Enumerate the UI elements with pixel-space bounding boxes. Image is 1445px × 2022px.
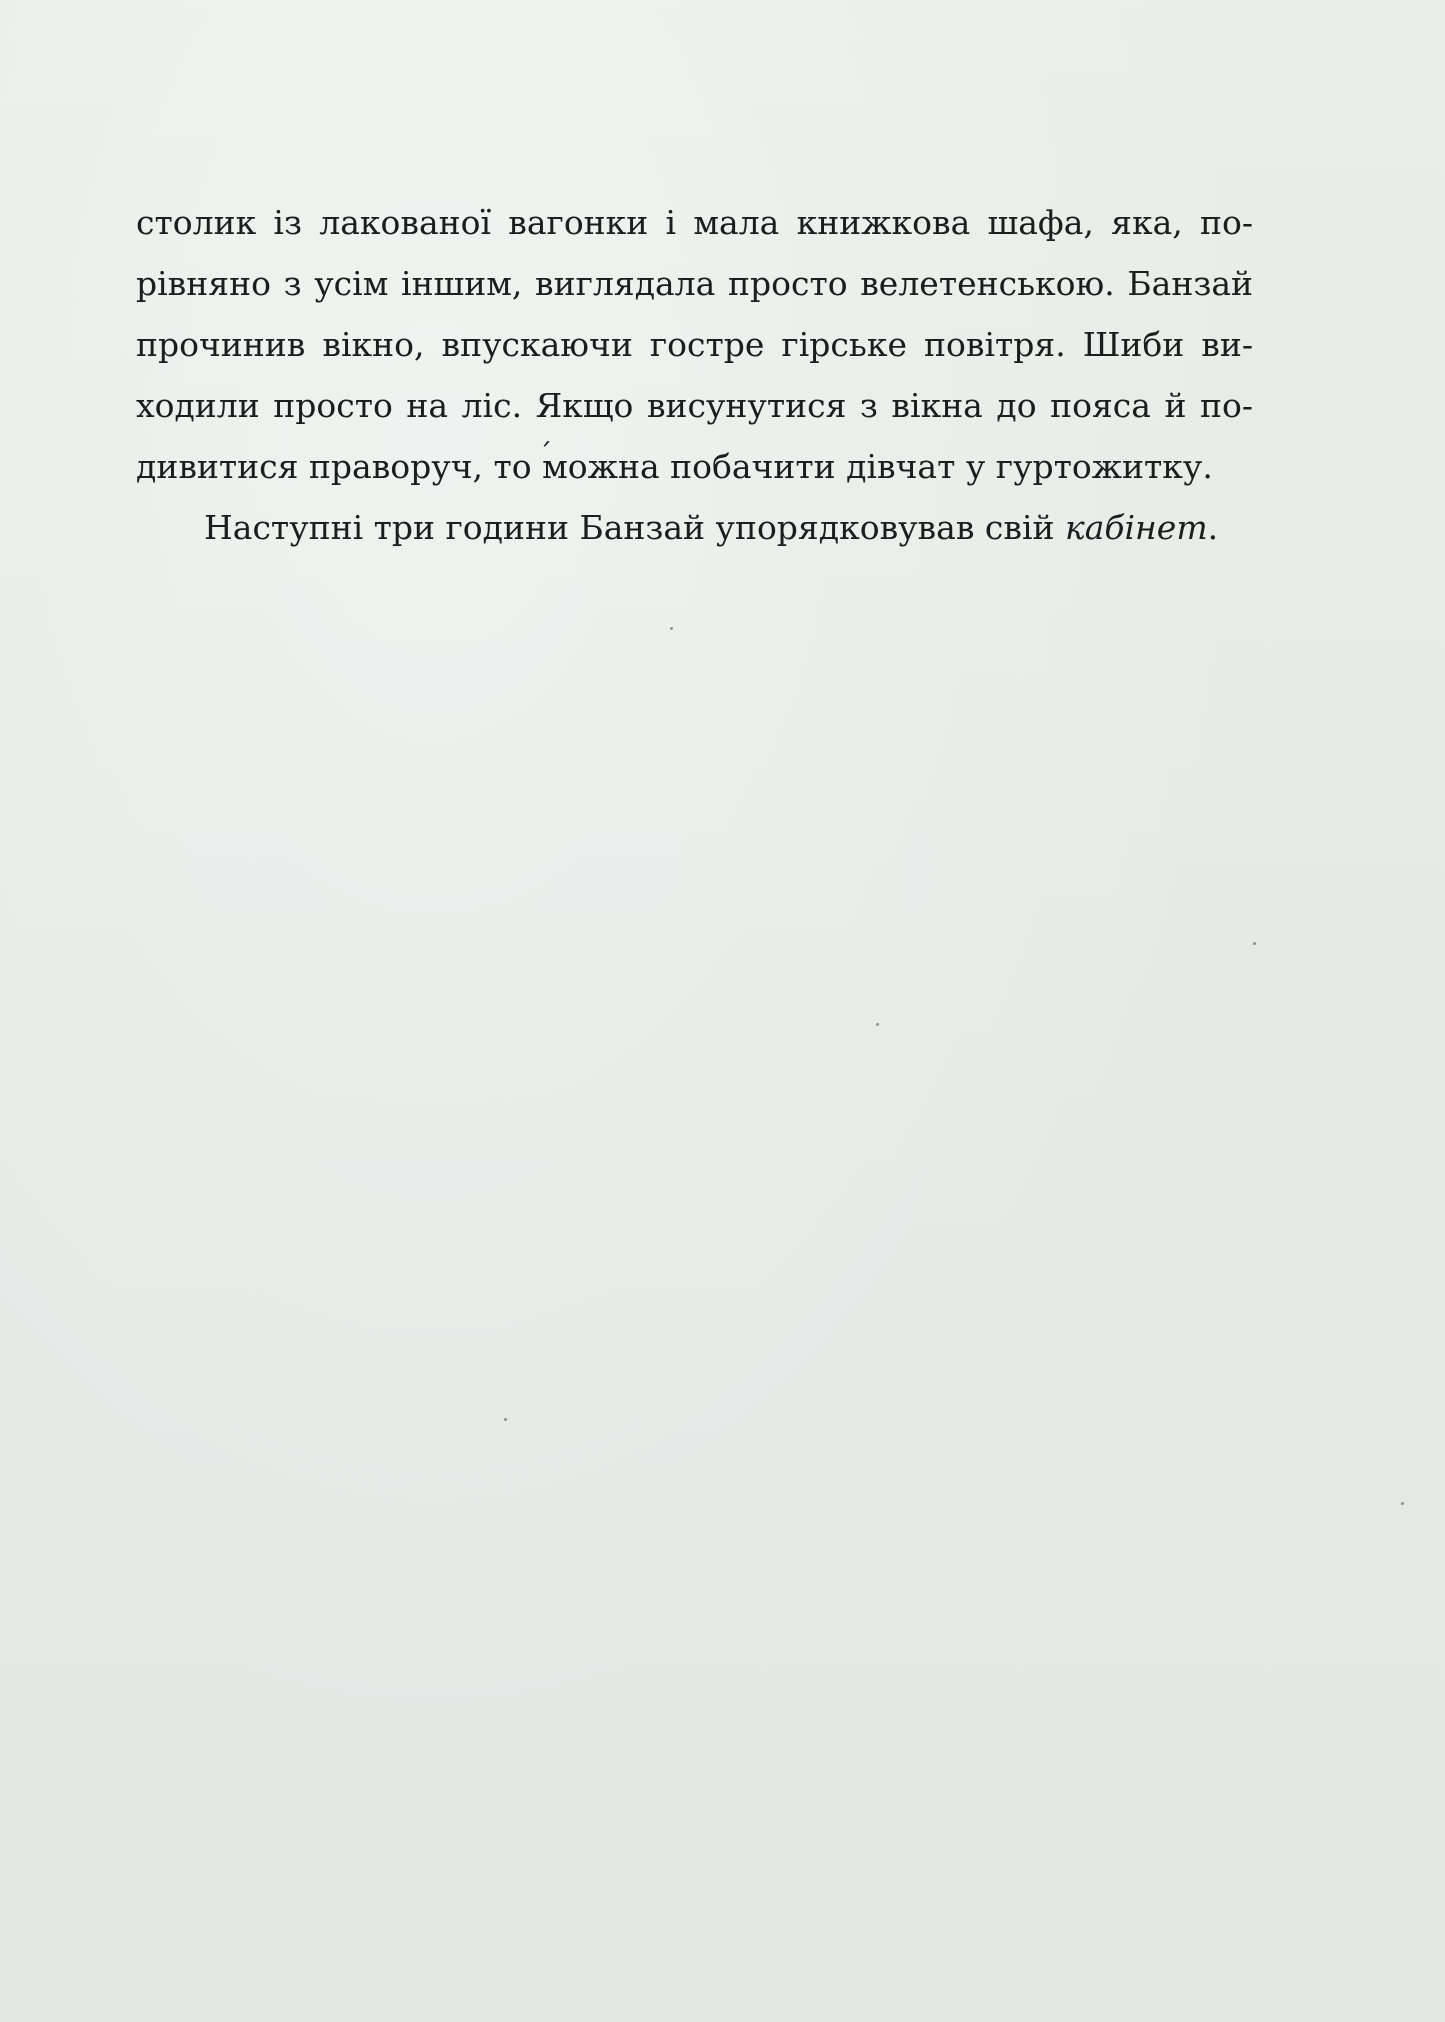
text-segment: . <box>1207 508 1219 547</box>
paper-speck <box>1253 942 1256 945</box>
paragraph-1 <box>136 192 1253 497</box>
paper-speck <box>1401 1502 1404 1505</box>
emphasized-word: кабінет <box>1064 508 1208 547</box>
text-line <box>136 497 1253 558</box>
text-segment: м <box>542 447 568 486</box>
text-line: рівняно з усім іншим, виглядала просто велетенською. Банзай <box>136 264 1253 303</box>
paper-speck <box>504 1418 507 1421</box>
text-line: ходили просто на ліс. Якщо висунутися з вікна до пояса й по- <box>136 386 1253 425</box>
paragraph-2 <box>136 497 1253 558</box>
text-line <box>136 436 1253 497</box>
paper-speck <box>670 627 673 630</box>
text-segment: ожна побачити дівчат у гуртожитку. <box>567 447 1213 486</box>
text-segment: Наступні три години Банзай упорядковував свій <box>204 508 1065 547</box>
stressed-letter <box>542 447 568 486</box>
paper-speck <box>876 1023 879 1026</box>
text-line: прочинив вікно, впускаючи гостре гірське повітря. Шиби ви- <box>136 325 1253 364</box>
text-line: столик із лакованої вагонки і мала книжкова шафа, яка, по- <box>136 203 1253 242</box>
text-segment: дивитися праворуч, то <box>136 447 543 486</box>
body-text <box>136 192 1253 558</box>
